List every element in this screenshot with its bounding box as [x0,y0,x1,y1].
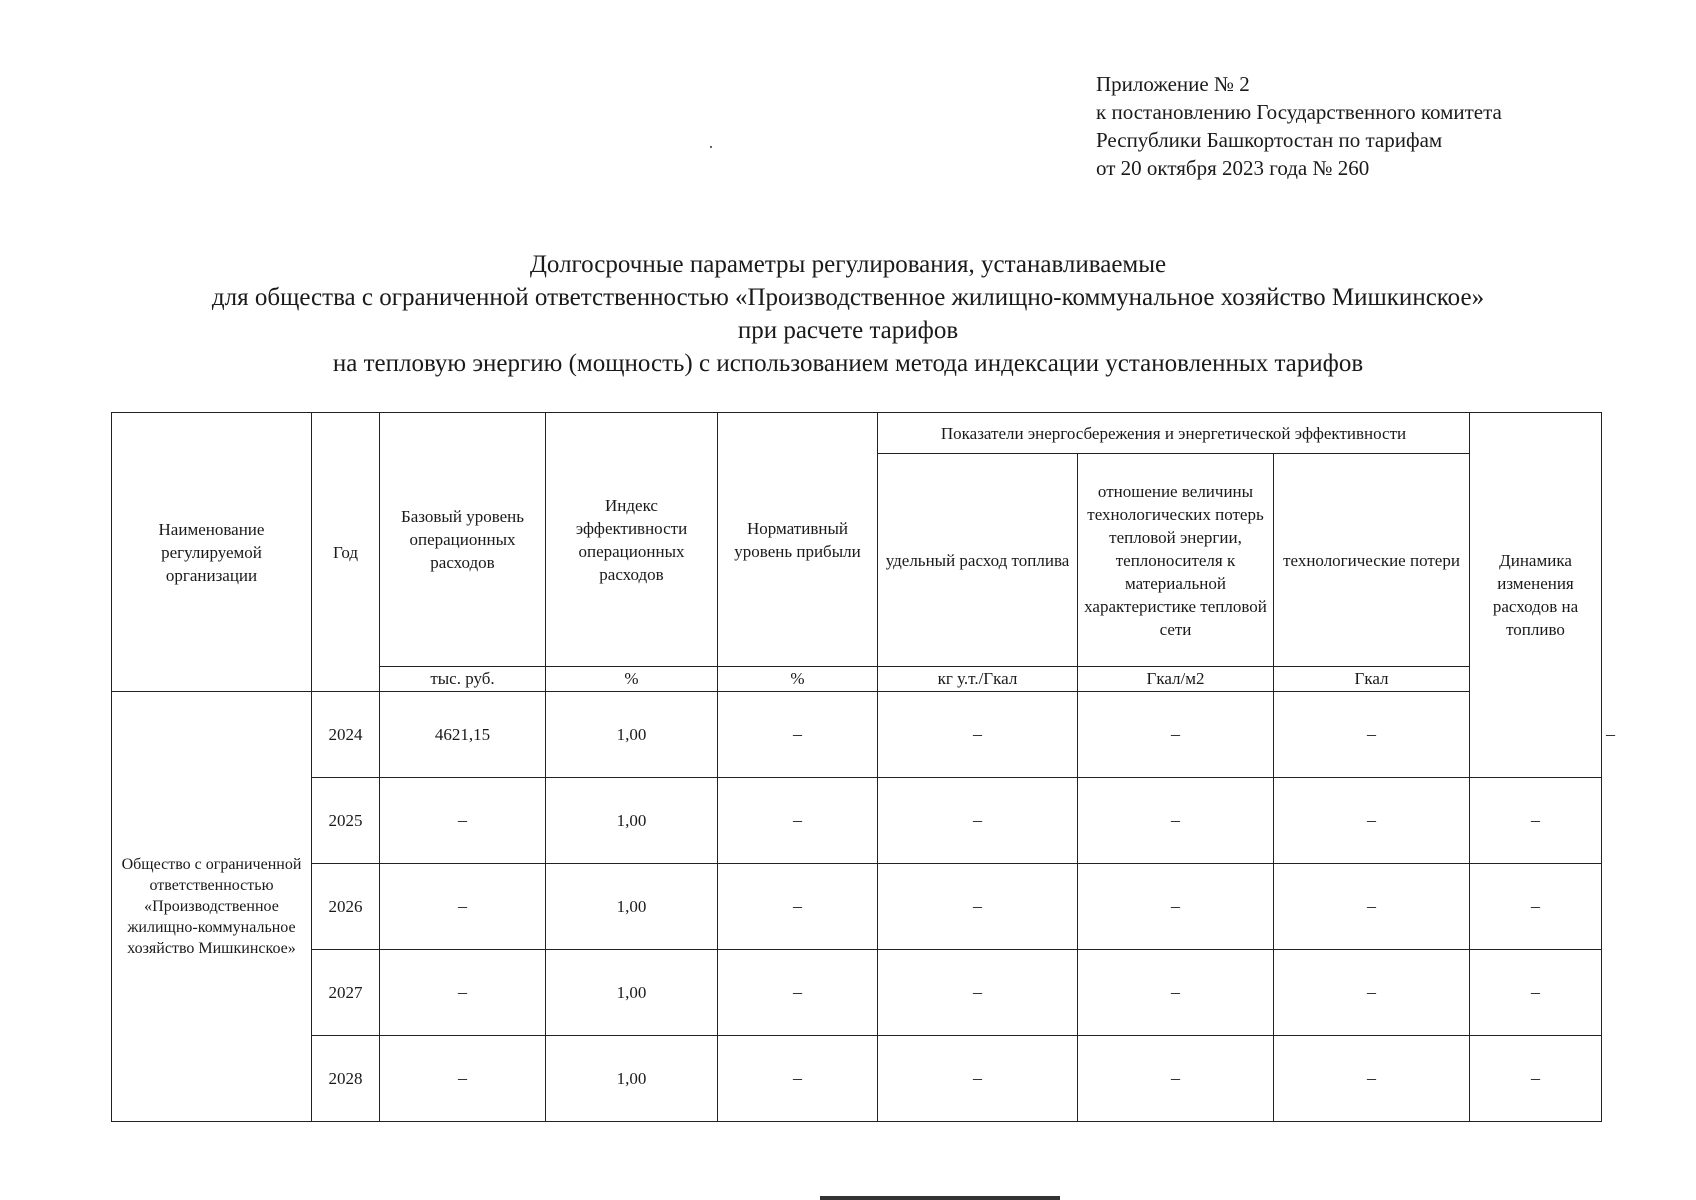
header-energy-group: Показатели энергосбережения и энергетической эффективности [878,413,1470,454]
cell-tech-losses: – [1274,950,1470,1036]
title-line-1: Долгосрочные параметры регулирования, устанавливаемые [529,251,1167,278]
title-line-3: при расчете тарифов [737,317,959,344]
unit-fuel-consumption: кг у.т./Гкал [878,667,1078,692]
cell-base-opex: – [380,864,546,950]
cell-fuel-dynamics: – [1470,1036,1602,1122]
header-year: Год [312,413,380,692]
cell-fuel-dynamics: – [1470,950,1602,1036]
cell-tech-losses: – [1274,864,1470,950]
header-normative-profit: Нормативный уровень прибыли [718,413,878,667]
regulation-params-table [111,412,1615,1122]
table-row [112,950,1602,1036]
cell-fuel-consumption: – [878,950,1078,1036]
cell-fuel-dynamics: – [1470,864,1602,950]
unit-efficiency-index: % [546,667,718,692]
cell-normative-profit: – [718,950,878,1036]
unit-base-opex: тыс. руб. [380,667,546,692]
cell-base-opex: – [380,950,546,1036]
cell-fuel-dynamics: – [1470,778,1602,864]
header-base-opex: Базовый уровень операционных расходов [380,413,546,667]
scan-speck [710,146,712,148]
cell-year: 2026 [312,864,380,950]
appendix-line-4: от 20 октября 2023 года № 260 [1096,156,1370,180]
header-fuel-consumption: удельный расход топлива [878,454,1078,667]
cell-loss-ratio: – [1078,864,1274,950]
title-line-2: для общества с ограниченной ответственностью «Производственное жилищно-коммунальное хозяйство Мишкинское» [211,284,1485,311]
header-fuel-dynamics: Динамика изменения расходов на топливо [1470,413,1602,778]
header-efficiency-index: Индекс эффективности операционных расходов [546,413,718,667]
header-tech-losses: технологические потери [1274,454,1470,667]
cell-normative-profit: – [718,864,878,950]
table-row [112,1036,1602,1122]
appendix-block [1096,70,1502,182]
table-row [112,778,1602,864]
cell-efficiency-index: 1,00 [546,692,718,778]
cell-loss-ratio: – [1078,778,1274,864]
appendix-line-2: к постановлению Государственного комитета [1096,100,1502,124]
document-title [100,248,1596,380]
cell-fuel-consumption: – [878,692,1078,778]
cell-efficiency-index: 1,00 [546,950,718,1036]
header-loss-ratio: отношение величины технологических потерь тепловой энергии, теплоносителя к материальной характеристике тепловой сети [1078,454,1274,667]
cell-fuel-consumption: – [878,778,1078,864]
cell-normative-profit: – [718,692,878,778]
cell-normative-profit: – [718,1036,878,1122]
cell-fuel-consumption: – [878,1036,1078,1122]
cell-loss-ratio: – [1078,692,1274,778]
appendix-line-1: Приложение № 2 [1096,72,1250,96]
cell-base-opex: – [380,1036,546,1122]
appendix-line-3: Республики Башкортостан по тарифам [1096,128,1443,152]
cell-tech-losses: – [1274,778,1470,864]
header-org: Наименование регулируемой организации [112,413,312,692]
cell-normative-profit: – [718,778,878,864]
unit-tech-losses: Гкал [1274,667,1470,692]
cell-year: 2025 [312,778,380,864]
table-row: Общество с ограниченной ответственностью «Производственное жилищно-коммунальное хозяйство Мишкинское» 2024 4621,15 1,00 – – – – – [112,692,1602,778]
cell-loss-ratio: – [1078,950,1274,1036]
cell-efficiency-index: 1,00 [546,1036,718,1122]
organization-name: Общество с ограниченной ответственностью «Производственное жилищно-коммунальное хозяйство Мишкинское» [112,692,312,1122]
cell-year: 2028 [312,1036,380,1122]
cell-base-opex: – [380,778,546,864]
title-line-4: на тепловую энергию (мощность) с использованием метода индексации установленных тарифов [332,350,1364,377]
cell-efficiency-index: 1,00 [546,864,718,950]
cell-base-opex: 4621,15 [380,692,546,778]
unit-normative-profit: % [718,667,878,692]
cell-year: 2024 [312,692,380,778]
page-bottom-mark [820,1196,1060,1200]
cell-loss-ratio: – [1078,1036,1274,1122]
cell-tech-losses: – [1274,692,1470,778]
cell-tech-losses: – [1274,1036,1470,1122]
cell-fuel-consumption: – [878,864,1078,950]
unit-loss-ratio: Гкал/м2 [1078,667,1274,692]
table-row [112,864,1602,950]
cell-year: 2027 [312,950,380,1036]
cell-efficiency-index: 1,00 [546,778,718,864]
